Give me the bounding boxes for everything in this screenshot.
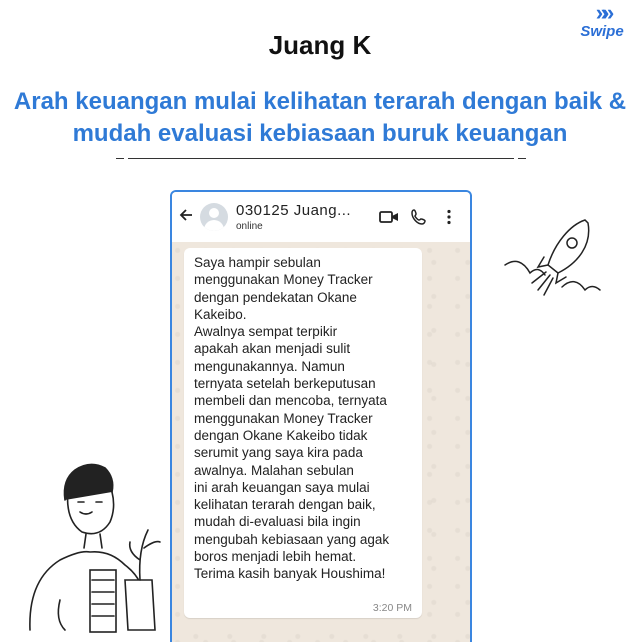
- contact-status: online: [236, 221, 263, 232]
- chat-body[interactable]: [172, 242, 470, 642]
- chat-screenshot: [170, 190, 472, 642]
- more-vert-icon[interactable]: [434, 209, 464, 225]
- message-bubble: [184, 248, 422, 618]
- phone-icon[interactable]: [404, 208, 434, 226]
- video-call-icon[interactable]: [374, 210, 404, 224]
- divider: [116, 158, 526, 159]
- contact-name: 030125 Juang...: [236, 202, 352, 219]
- swipe-label: Swipe: [580, 23, 624, 40]
- chevron-right-icon: »»: [595, 0, 609, 25]
- message-time: 3:20 PM: [372, 602, 412, 614]
- chat-header: [172, 192, 470, 242]
- rocket-icon: [500, 215, 610, 315]
- avatar[interactable]: [200, 203, 228, 231]
- page-title: Juang K: [268, 30, 372, 60]
- back-arrow-icon[interactable]: [178, 207, 196, 228]
- headline: Arah keuangan mulai kelihatan terarah dengan baik & mudah evaluasi kebiasaan buruk keuangan: [13, 88, 627, 147]
- person-illustration: [20, 430, 170, 640]
- message-text: Saya hampir sebulan menggunakan Money Tracker dengan pendekatan Okane Kakeibo. Awalnya sempat terpikir apakah akan menjadi sulit mengunakannya. Namun ternyata setelah berkeputusan membeli dan mencoba, ternyata menggunakan Money Tracker dengan Okane Kakeibo tidak serumit yang saya kira pada awalnya. Malahan sebulan ini arah keuangan saya mulai kelihatan terarah dengan baik, mudah di-evaluasi bila ingin mengubah kebiasaan yang agak boros menjadi lebih hemat. Terima kasih banyak Houshima!: [194, 255, 390, 582]
- contact-info[interactable]: [236, 202, 374, 232]
